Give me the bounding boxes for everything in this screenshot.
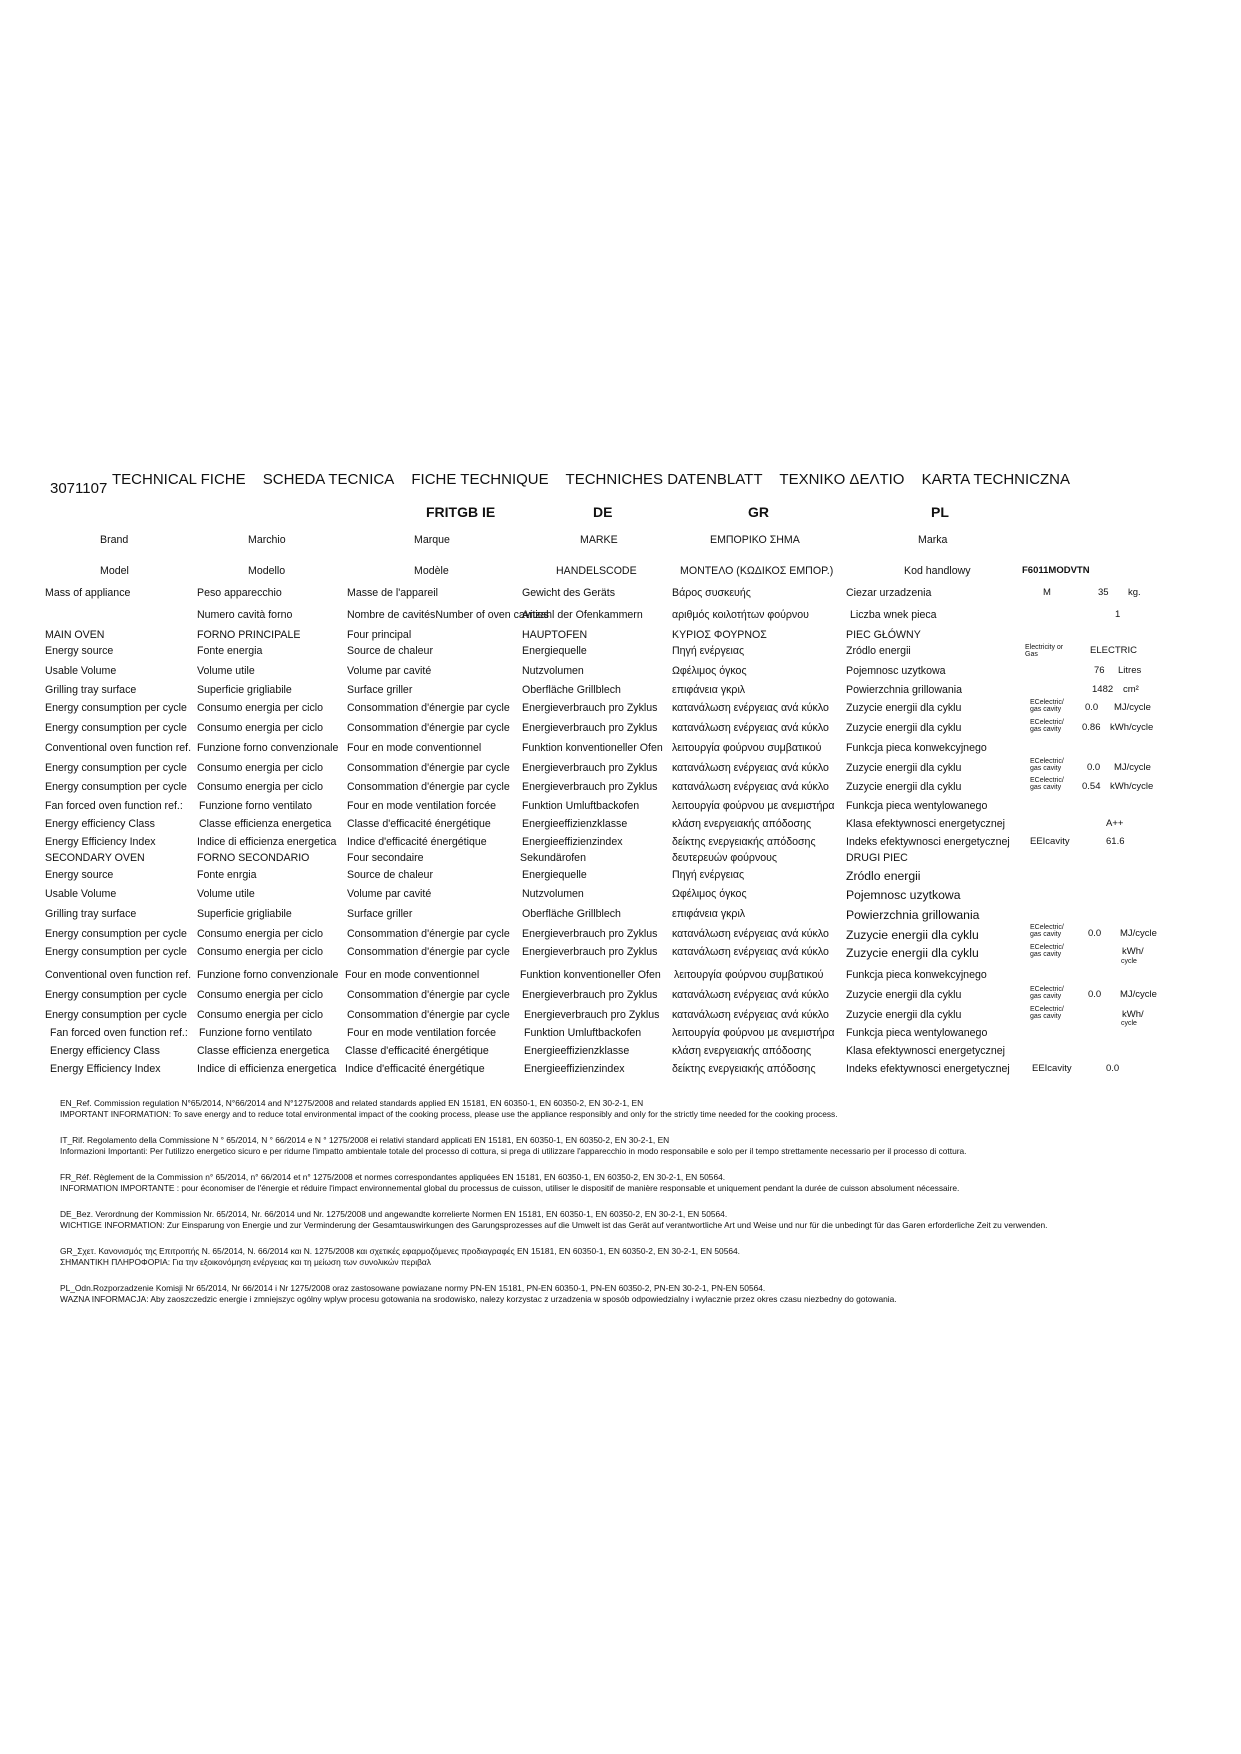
table-cell: Classe d'efficacité énergétique	[345, 1045, 489, 1057]
note-block	[60, 1172, 1200, 1194]
lang-fr-gb-ie: FRITGB IE	[426, 504, 496, 520]
table-cell: Powierzchnia grillowania	[846, 908, 980, 922]
table-cell: SECONDARY OVEN	[45, 852, 145, 864]
note-line: WAZNA INFORMACJA: Aby zaoszczedzic energie i zmniejszyc ogólny wplyw procesu gotowania na srodowisko, nalezy korzystac z urzadzenia w sposób odpowiedzialny i wylacznie przez okres czasu niezbedny do gotowania.	[60, 1294, 897, 1304]
table-cell: Funkcja pieca wentylowanego	[846, 1027, 988, 1039]
table-cell: kg.	[1128, 587, 1141, 598]
table-cell: Fonte energia	[197, 645, 263, 657]
table-cell: Energieverbrauch pro Zyklus	[522, 946, 658, 958]
table-cell: 0.86	[1082, 722, 1101, 733]
table-cell: Litres	[1118, 665, 1142, 676]
title-gr: TEXNIKO ΔEΛTIO	[779, 471, 905, 488]
note-block	[60, 1135, 1200, 1157]
table-cell: λειτουργία φούρνου με ανεμιστήρα	[672, 800, 835, 812]
table-cell: κλάση ενεργειακής απόδοσης	[672, 818, 812, 830]
table-cell: Energy consumption per cycle	[45, 722, 187, 734]
table-cell: Consommation d'énergie par cycle	[347, 702, 510, 714]
table-cell: Zuzycie energii dla cyklu	[846, 928, 979, 942]
table-cell: Πηγή ενέργειας	[672, 869, 745, 881]
table-cell: Grilling tray surface	[45, 908, 137, 920]
table-cell: Usable Volume	[45, 665, 117, 677]
table-cell: Funktion konventioneller Ofen	[522, 742, 663, 754]
table-cell: Ωφέλιμος όγκος	[672, 888, 747, 900]
table-cell: PIEC GŁÓWNY	[846, 629, 921, 641]
table-cell: Indeks efektywnosci energetycznej	[846, 836, 1010, 848]
note-block	[60, 1283, 1200, 1305]
table-cell: kWh/	[1122, 1009, 1144, 1020]
table-cell: Grilling tray surface	[45, 684, 137, 696]
table-cell: Consumo energia per ciclo	[197, 702, 324, 714]
note-line: GR_Σχετ. Κανονισμός της Επιτροπής N. 65/2014, N. 66/2014 και N. 1275/2008 και σχετικές εφαρμοζόμενες προδιαγραφές EN 15181, EN 60350-1, EN 60350-2, EN 30-2-1, EN 50564.	[60, 1246, 740, 1256]
table-cell: kWh/cycle	[1110, 722, 1154, 733]
table-cell: Consommation d'énergie par cycle	[347, 722, 510, 734]
table-cell: Kod handlowy	[904, 565, 971, 577]
table-cell: Indice d'efficacité énergétique	[347, 836, 487, 848]
table-cell: Indice di efficienza energetica	[197, 836, 337, 848]
table-cell: MJ/cycle	[1114, 762, 1151, 773]
table-cell: Energiequelle	[522, 645, 587, 657]
table-cell: Zuzycie energii dla cyklu	[846, 702, 962, 714]
table-cell: Klasa efektywnosci energetycznej	[846, 818, 1005, 830]
table-cell: Consommation d'énergie par cycle	[347, 989, 510, 1001]
table-cell: κλάση ενεργειακής απόδοσης	[672, 1045, 812, 1057]
table-cell: FORNO PRINCIPALE	[197, 629, 301, 641]
table-cell: ΜΟΝΤΕΛΟ (ΚΩΔΙΚΟΣ ΕΜΠΟΡ.)	[680, 565, 834, 577]
table-cell: δείκτης ενεργειακής απόδοσης	[672, 836, 816, 848]
table-cell: Consommation d'énergie par cycle	[347, 781, 510, 793]
table-cell: 0.0	[1106, 1063, 1120, 1074]
table-cell: MARKE	[580, 534, 618, 546]
table-cell: Volume utile	[197, 665, 255, 677]
table-cell: δευτερευών φούρνους	[672, 852, 778, 864]
table-cell: Energieeffizienzklasse	[524, 1045, 630, 1057]
table-cell: Four en mode ventilation forcée	[347, 800, 496, 812]
table-cell: Numero cavità forno	[197, 609, 293, 621]
table-cell: Fan forced oven function ref.:	[50, 1027, 188, 1039]
table-cell: Zuzycie energii dla cyklu	[846, 946, 979, 960]
cavity-label: ECelectric/ gas cavity	[1030, 924, 1064, 938]
table-cell: λειτουργία φούρνου συμβατικού	[674, 969, 824, 981]
table-cell: Four secondaire	[347, 852, 424, 864]
table-cell: 1	[1115, 609, 1121, 620]
table-cell: Volume par cavité	[347, 888, 432, 900]
table-cell: Consumo energia per ciclo	[197, 928, 324, 940]
table-cell: Energieeffizienzindex	[524, 1063, 625, 1075]
table-cell: Conventional oven function ref.	[45, 969, 192, 981]
table-cell: Energieverbrauch pro Zyklus	[522, 989, 658, 1001]
table-cell: δείκτης ενεργειακής απόδοσης	[672, 1063, 816, 1075]
title-fr: FICHE TECHNIQUE	[411, 471, 549, 488]
table-cell: Classe efficienza energetica	[199, 818, 332, 830]
table-cell: ΚΥΡΙΟΣ ΦΟΥΡΝΟΣ	[672, 629, 767, 641]
table-cell: Fan forced oven function ref.:	[45, 800, 183, 812]
table-cell: 0.0	[1087, 762, 1101, 773]
table-cell: Oberfläche Grillblech	[522, 908, 621, 920]
title-it: SCHEDA TECNICA	[262, 471, 395, 488]
table-cell: 0.0	[1088, 928, 1102, 939]
table-cell: Funzione forno ventilato	[199, 1027, 313, 1039]
title-de: TECHNICHES DATENBLATT	[565, 471, 763, 488]
table-cell: DRUGI PIEC	[846, 852, 908, 864]
table-cell: Nombre de cavitésNumber of oven cavities	[347, 609, 549, 621]
table-cell: Consumo energia per ciclo	[197, 1009, 324, 1021]
table-cell: cm²	[1123, 684, 1139, 695]
table-cell: EEIcavity	[1032, 1063, 1072, 1074]
table-cell: Ωφέλιμος όγκος	[672, 665, 747, 677]
table-cell: Fonte enrgia	[197, 869, 257, 881]
table-cell: 0.0	[1085, 702, 1099, 713]
table-cell: Funzione forno convenzionale	[197, 969, 339, 981]
table-cell: Usable Volume	[45, 888, 117, 900]
table-cell: Energy consumption per cycle	[45, 702, 187, 714]
table-cell: Oberfläche Grillblech	[522, 684, 621, 696]
table-cell: Volume utile	[197, 888, 255, 900]
table-cell: EEIcavity	[1030, 836, 1070, 847]
table-cell: MAIN OVEN	[45, 629, 105, 641]
table-cell: Consumo energia per ciclo	[197, 762, 324, 774]
table-cell: Energy Efficiency Index	[45, 836, 156, 848]
table-cell: 35	[1098, 587, 1109, 598]
table-cell: Energy Efficiency Index	[50, 1063, 161, 1075]
table-cell: ΕΜΠΟΡΙΚΟ ΣΗΜΑ	[710, 534, 800, 546]
table-cell: Superficie grigliabile	[197, 684, 292, 696]
table-cell: Energieverbrauch pro Zyklus	[524, 1009, 660, 1021]
table-cell: Funkcja pieca wentylowanego	[846, 800, 988, 812]
table-cell: Consommation d'énergie par cycle	[347, 946, 510, 958]
cavity-label: cycle	[1121, 958, 1137, 965]
note-line: DE_Bez. Verordnung der Kommission Nr. 65/2014, Nr. 66/2014 und Nr. 1275/2008 und angewandte korrelierte Normen EN 15181, EN 60350-1, EN 60350-2, EN 30-2-1, EN 50564.	[60, 1209, 728, 1219]
table-cell: Four en mode conventionnel	[347, 742, 482, 754]
note-line: FR_Réf. Règlement de la Commission n° 65/2014, n° 66/2014 et n° 1275/2008 et normes correspondantes appliquées EN 15181, EN 60350-1, EN 60350-2, EN 30-2-1, EN 50564.	[60, 1172, 726, 1182]
note-line: IT_Rif. Regolamento della Commissione N ° 65/2014, N ° 66/2014 e N ° 1275/2008 ei relativi standard applicati EN 15181, EN 60350-1, EN 60350-2, EN 30-2-1, EN	[60, 1135, 670, 1145]
table-cell: Indeks efektywnosci energetycznej	[846, 1063, 1010, 1075]
table-cell: επιφάνεια γκριλ	[672, 908, 746, 920]
table-cell: Energy consumption per cycle	[45, 946, 187, 958]
lang-de: DE	[593, 504, 613, 520]
note-block	[60, 1246, 1200, 1268]
table-cell: Klasa efektywnosci energetycznej	[846, 1045, 1005, 1057]
note-line: PL_Odn.Rozporzadzenie Komisji Nr 65/2014, Nr 66/2014 i Nr 1275/2008 oraz zastosowane powiazane normy PN-EN 15181, PN-EN 60350-1, PN-EN 60350-2, PN-EN 30-2-1, PN-EN 50564.	[60, 1283, 766, 1293]
table-cell: Classe d'efficacité énergétique	[347, 818, 491, 830]
table-cell: Consumo energia per ciclo	[197, 946, 324, 958]
cavity-label: cycle	[1121, 1020, 1137, 1027]
table-cell: A++	[1106, 818, 1124, 829]
table-cell: 0.0	[1088, 989, 1102, 1000]
table-cell: Zuzycie energii dla cyklu	[846, 989, 962, 1001]
table-cell: κατανάλωση ενέργειας ανά κύκλο	[672, 989, 829, 1001]
table-cell: Energy consumption per cycle	[45, 989, 187, 1001]
cavity-label: Electricity or Gas	[1025, 644, 1064, 658]
cavity-label: ECelectric/ gas cavity	[1030, 1006, 1064, 1020]
table-cell: Marka	[918, 534, 948, 546]
table-cell: Energieverbrauch pro Zyklus	[522, 762, 658, 774]
table-cell: επιφάνεια γκριλ	[672, 684, 746, 696]
table-cell: Anzahl der Ofenkammern	[522, 609, 643, 621]
table-cell: Funktion Umluftbackofen	[522, 800, 640, 812]
table-cell: HANDELSCODE	[556, 565, 637, 577]
table-cell: kWh/	[1122, 946, 1144, 957]
table-cell: κατανάλωση ενέργειας ανά κύκλο	[672, 762, 829, 774]
table-cell: Modèle	[414, 565, 449, 577]
table-cell: Four en mode conventionnel	[345, 969, 480, 981]
table-cell: 1482	[1092, 684, 1114, 695]
title-pl: KARTA TECHNICZNA	[921, 471, 1070, 488]
table-cell: 0.54	[1082, 781, 1101, 792]
table-cell: Source de chaleur	[347, 645, 433, 657]
table-cell: Funzione forno convenzionale	[197, 742, 339, 754]
note-line: EN_Ref. Commission regulation N°65/2014, N°66/2014 and N°1275/2008 and related standards applied EN 15181, EN 60350-1, EN 60350-2, EN 30-2-1, EN	[60, 1098, 644, 1108]
table-cell: Peso apparecchio	[197, 587, 282, 599]
title-en: TECHNICAL FICHE	[112, 471, 246, 488]
table-cell: Indice d'efficacité énergétique	[345, 1063, 485, 1075]
table-cell: Brand	[100, 534, 129, 546]
table-cell: MJ/cycle	[1120, 989, 1157, 1000]
table-cell: Energieeffizienzklasse	[522, 818, 628, 830]
table-cell: kWh/cycle	[1110, 781, 1154, 792]
table-cell: Energy consumption per cycle	[45, 1009, 187, 1021]
table-cell: Powierzchnia grillowania	[846, 684, 962, 696]
table-cell: Energieverbrauch pro Zyklus	[522, 702, 658, 714]
table-cell: Masse de l'appareil	[347, 587, 438, 599]
table-cell: 61.6	[1106, 836, 1125, 847]
table-cell: Zródlo energii	[846, 645, 911, 657]
table-cell: Pojemnosc uzytkowa	[846, 888, 961, 902]
table-cell: Sekundärofen	[520, 852, 586, 864]
table-cell: Zuzycie energii dla cyklu	[846, 781, 962, 793]
table-cell: Mass of appliance	[45, 587, 131, 599]
table-cell: Classe efficienza energetica	[197, 1045, 330, 1057]
note-line: Informazioni Importanti: Per l'utilizzo energetico sicuro e per ridurne l'impatto ambientale totale del processo di cottura, si prega di utilizzare l'apparecchio in modo responsabile e solo per il tempo strettamente necessario per il processo di cottura.	[60, 1146, 967, 1156]
table-cell: Pojemnosc uzytkowa	[846, 665, 946, 677]
note-line: IMPORTANT INFORMATION: To save energy and to reduce total environmental impact of the cooking process, please use the appliance responsibly and only for the strictly time needed for the cooking process.	[60, 1109, 838, 1119]
table-cell: Energy consumption per cycle	[45, 928, 187, 940]
table-cell: Nutzvolumen	[522, 888, 584, 900]
table-cell: Energieverbrauch pro Zyklus	[522, 928, 658, 940]
table-cell: Funkcja pieca konwekcyjnego	[846, 969, 987, 981]
table-cell: Funktion konventioneller Ofen	[520, 969, 661, 981]
table-cell: Nutzvolumen	[522, 665, 584, 677]
note-block	[60, 1098, 1200, 1120]
document-id: 3071107	[50, 480, 108, 497]
table-cell: Surface griller	[347, 908, 413, 920]
table-cell: HAUPTOFEN	[522, 629, 588, 641]
table-cell: Zuzycie energii dla cyklu	[846, 762, 962, 774]
table-cell: Πηγή ενέργειας	[672, 645, 745, 657]
table-cell: Energy efficiency Class	[45, 818, 155, 830]
table-cell: Βάρος συσκευής	[672, 587, 751, 599]
table-cell: M	[1043, 587, 1051, 598]
table-cell: Ciezar urzadzenia	[846, 587, 932, 599]
cavity-label: ECelectric/ gas cavity	[1030, 758, 1064, 772]
table-cell: Consommation d'énergie par cycle	[347, 762, 510, 774]
cavity-label: ECelectric/ gas cavity	[1030, 719, 1064, 733]
table-cell: κατανάλωση ενέργειας ανά κύκλο	[672, 722, 829, 734]
regulatory-notes	[60, 1098, 1200, 1320]
table-cell: Consumo energia per ciclo	[197, 989, 324, 1001]
table-cell: Consumo energia per ciclo	[197, 781, 324, 793]
table-cell: Modello	[248, 565, 286, 577]
table-cell: Four principal	[347, 629, 412, 641]
table-cell: Consumo energia per ciclo	[197, 722, 324, 734]
table-cell: Energy source	[45, 645, 114, 657]
table-cell: Consommation d'énergie par cycle	[347, 928, 510, 940]
table-cell: Four en mode ventilation forcée	[347, 1027, 496, 1039]
table-cell: Consommation d'énergie par cycle	[347, 1009, 510, 1021]
table-cell: κατανάλωση ενέργειας ανά κύκλο	[672, 1009, 829, 1021]
table-cell: FORNO SECONDARIO	[197, 852, 310, 864]
table-cell: Zuzycie energii dla cyklu	[846, 1009, 962, 1021]
note-line: ΣΗΜΑΝΤΙΚΗ ΠΛΗΡΟΦΟΡΙΑ: Για την εξοικονόμηση ενέργειας και τη μείωση των συνολικών περιβαλ	[60, 1257, 431, 1267]
table-cell: λειτουργία φούρνου με ανεμιστήρα	[672, 1027, 835, 1039]
table-cell: Conventional oven function ref.	[45, 742, 192, 754]
table-cell: MJ/cycle	[1114, 702, 1151, 713]
table-cell: Energieverbrauch pro Zyklus	[522, 722, 658, 734]
table-cell: κατανάλωση ενέργειας ανά κύκλο	[672, 946, 829, 958]
table-cell: Energy consumption per cycle	[45, 781, 187, 793]
table-cell: Funzione forno ventilato	[199, 800, 313, 812]
table-cell: Energy consumption per cycle	[45, 762, 187, 774]
table-cell: F6011MODVTN	[1022, 565, 1090, 576]
table-cell: κατανάλωση ενέργειας ανά κύκλο	[672, 702, 829, 714]
table-cell: λειτουργία φούρνου συμβατικού	[672, 742, 822, 754]
note-line: WICHTIGE INFORMATION: Zur Einsparung von Energie und zur Verminderung der Gesamtauswirkungen des Garungsprozesses auf die Umwelt ist das Gerät auf verantwortliche Art und Weise und nur für die unbedingt für das Garen erforderliche Zeit zu verwenden.	[60, 1220, 1048, 1230]
table-cell: 76	[1094, 665, 1105, 676]
table-cell: Gewicht des Geräts	[522, 587, 616, 599]
table-cell: Zródlo energii	[846, 869, 921, 883]
lang-pl: PL	[931, 504, 949, 520]
lang-gr: GR	[748, 504, 769, 520]
table-cell: Indice di efficienza energetica	[197, 1063, 337, 1075]
table-cell: Zuzycie energii dla cyklu	[846, 722, 962, 734]
table-cell: Energy source	[45, 869, 114, 881]
table-cell: ELECTRIC	[1090, 645, 1137, 656]
table-cell: MJ/cycle	[1120, 928, 1157, 939]
cavity-label: ECelectric/ gas cavity	[1030, 699, 1064, 713]
cavity-label: ECelectric/ gas cavity	[1030, 944, 1064, 958]
table-cell: κατανάλωση ενέργειας ανά κύκλο	[672, 928, 829, 940]
table-cell: Funkcja pieca konwekcyjnego	[846, 742, 987, 754]
table-cell: κατανάλωση ενέργειας ανά κύκλο	[672, 781, 829, 793]
table-cell: αριθμός κοιλοτήτων φούρνου	[672, 609, 809, 621]
table-cell: Volume par cavité	[347, 665, 432, 677]
table-cell: Energieeffizienzindex	[522, 836, 623, 848]
table-cell: Marque	[414, 534, 450, 546]
table-cell: Surface griller	[347, 684, 413, 696]
table-cell: Model	[100, 565, 129, 577]
table-cell: Superficie grigliabile	[197, 908, 292, 920]
table-cell: Energieverbrauch pro Zyklus	[522, 781, 658, 793]
table-cell: Marchio	[248, 534, 286, 546]
note-line: INFORMATION IMPORTANTE : pour économiser de l'énergie et réduire l'impact environnemental global du processus de cuisson, utiliser le dispositif de manière responsable et uniquement pendant la durée de cuisson absolument nécessaire.	[60, 1183, 960, 1193]
cavity-label: ECelectric/ gas cavity	[1030, 777, 1064, 791]
cavity-label: ECelectric/ gas cavity	[1030, 986, 1064, 1000]
table-cell: Source de chaleur	[347, 869, 433, 881]
note-block	[60, 1209, 1200, 1231]
table-cell: Liczba wnek pieca	[850, 609, 937, 621]
table-cell: Funktion Umluftbackofen	[524, 1027, 642, 1039]
table-cell: Energiequelle	[522, 869, 587, 881]
table-cell: Energy efficiency Class	[50, 1045, 160, 1057]
